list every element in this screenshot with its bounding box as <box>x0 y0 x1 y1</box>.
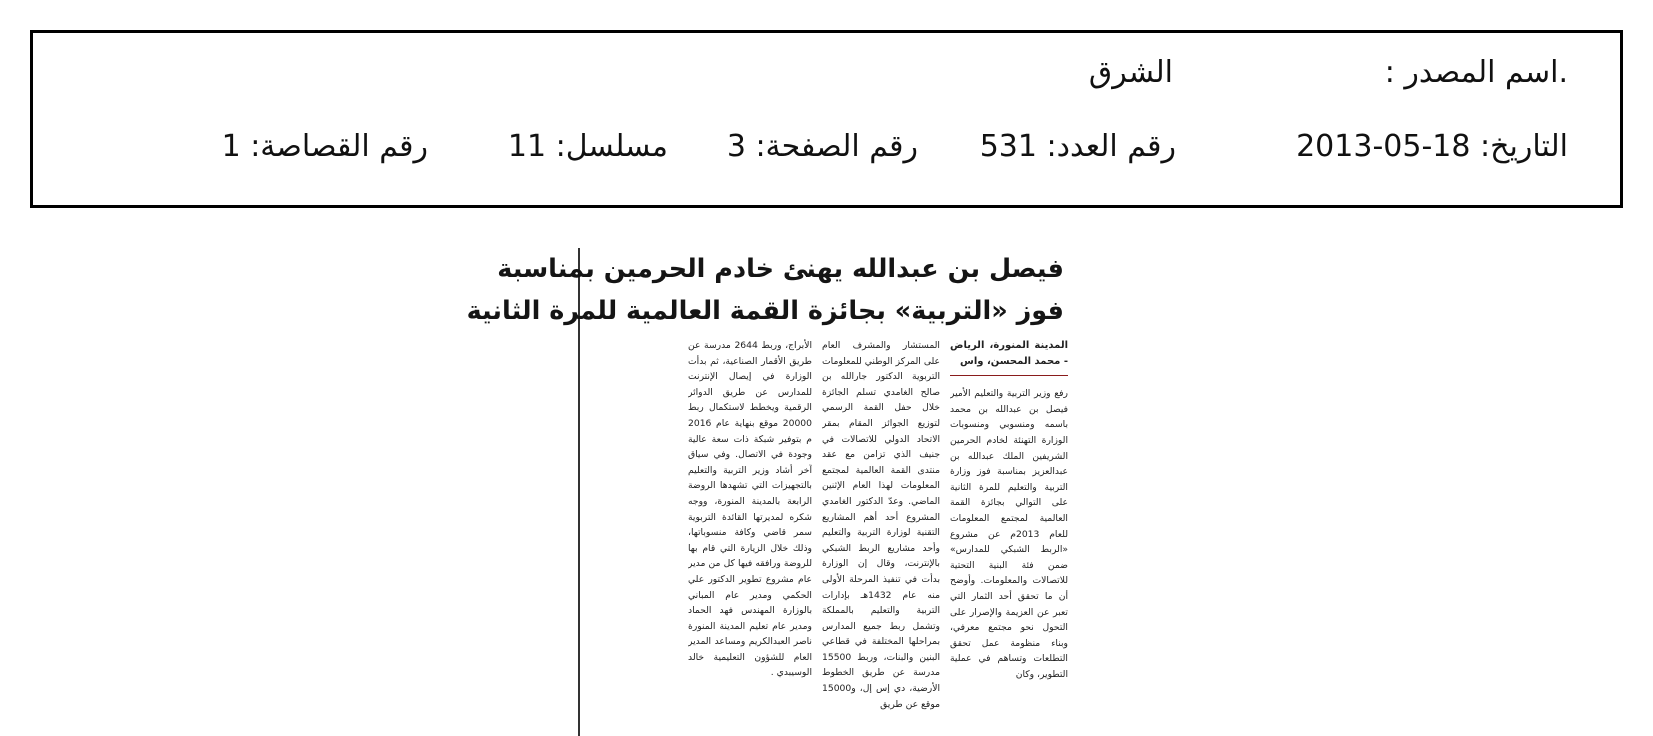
article-text-col-2: المستشار والمشرف العام على المركز الوطني للمعلومات التربوية الدكتور جارالله بن صالح الغامدي تسلم الجائزة خلال حفل القمة الرسمي لتوزيع الجوائز المقام بمقر الاتحاد الدولي للاتصالات في جنيف الذي تزامن مع عقد منتدى القمة العالمية لمجتمع المعلومات لهذا العام الإثنين الماضي. وعدّ الدكتور الغامدي المشروع أحد أهم المشاريع التقنية لوزارة التربية والتعليم وأحد مشاريع الربط الشبكي بالإنترنت، وقال إن الوزارة بدأت في تنفيذ المرحلة الأولى منه عام 1432هـ بإدارات التربية والتعليم بالمملكة وتشمل ربط جميع المدارس بمراحلها المختلفة في قطاعي البنين والبنات، وربط 15500 مدرسة عن طريق الخطوط الأرضية، دي إس إل، و15000 موقع عن طريق <box>822 340 940 710</box>
article-columns <box>590 338 1068 736</box>
article-column-1 <box>950 338 1068 736</box>
meta-line <box>33 129 1568 173</box>
page-number-field: رقم الصفحة: 3 <box>726 129 918 164</box>
source-label: .اسم المصدر : <box>1384 55 1568 90</box>
newspaper-clipping <box>466 248 1068 736</box>
article-text-col-3: الأبراج، وربط 2644 مدرسة عن طريق الأقمار الصناعية، ثم بدأت الوزارة في إيصال الإنترنت للمدارس عن طريق الدوائر الرقمية ويخطط لاستكمال ربط 20000 موقع بنهاية عام 2016 م بتوفير شبكة ذات سعة عالية وجودة في الاتصال. وفي سياق آخر أشاد وزير التربية والتعليم بالتجهيزات التي تشهدها الروضة الرابعة بالمدينة المنورة، ووجه شكره لمديرتها القائدة التربوية سمر قاضي وكافة منسوباتها، وذلك خلال الزيارة التي قام بها للروضة ورافقه فيها كل من مدير عام مشروع تطوير الدكتور علي الحكمي ومدير عام المباني بالوزارة المهندس فهد الحماد ومدير عام تعليم المدينة المنورة ناصر العبدالكريم ومساعد المدير العام للشؤون التعليمية خالد الوسيبدي . <box>688 340 812 679</box>
article-text-col-1: رفع وزير التربية والتعليم الأمير فيصل بن عبدالله بن محمد باسمه ومنسوبي ومنسوبات الوزارة التهنئة لخادم الحرمين الشريفين الملك عبدالله بن عبدالعزيز بمناسبة فوز وزارة التربية والتعليم للمرة الثانية على التوالي بجائزة القمة العالمية لمجتمع المعلومات للعام 2013م عن مشروع «الربط الشبكي للمدارس» ضمن فئة البنية التحتية للاتصالات والمعلومات. وأوضح أن ما تحقق أحد الثمار التي تعبر عن العزيمة والإصرار على التحول نحو مجتمع معرفي، وبناء منظومة عمل تحقق التطلعات وتساهم في عملية التطوير، وكان <box>950 388 1068 680</box>
serial-field: مسلسل: 11 <box>507 129 668 164</box>
issue-number-field: رقم العدد: 531 <box>979 129 1176 164</box>
clipping-header-box <box>30 30 1623 208</box>
source-line <box>33 55 1568 99</box>
source-value: الشرق <box>1088 55 1173 90</box>
date-field: التاريخ: 18-05-2013 <box>1296 129 1568 164</box>
article-column-2 <box>822 338 940 736</box>
clip-number-field: رقم القصاصة: 1 <box>221 129 428 164</box>
headline-line-1: فيصل بن عبدالله يهنئ خادم الحرمين بمناسبة <box>497 254 1064 284</box>
headline-line-2: فوز «التربية» بجائزة القمة العالمية للمرة الثانية <box>466 296 1064 326</box>
byline: المدينة المنورة، الرياض - محمد المحسن، واس <box>950 340 1068 367</box>
byline-divider <box>950 375 1068 376</box>
article-column-3 <box>688 338 812 736</box>
